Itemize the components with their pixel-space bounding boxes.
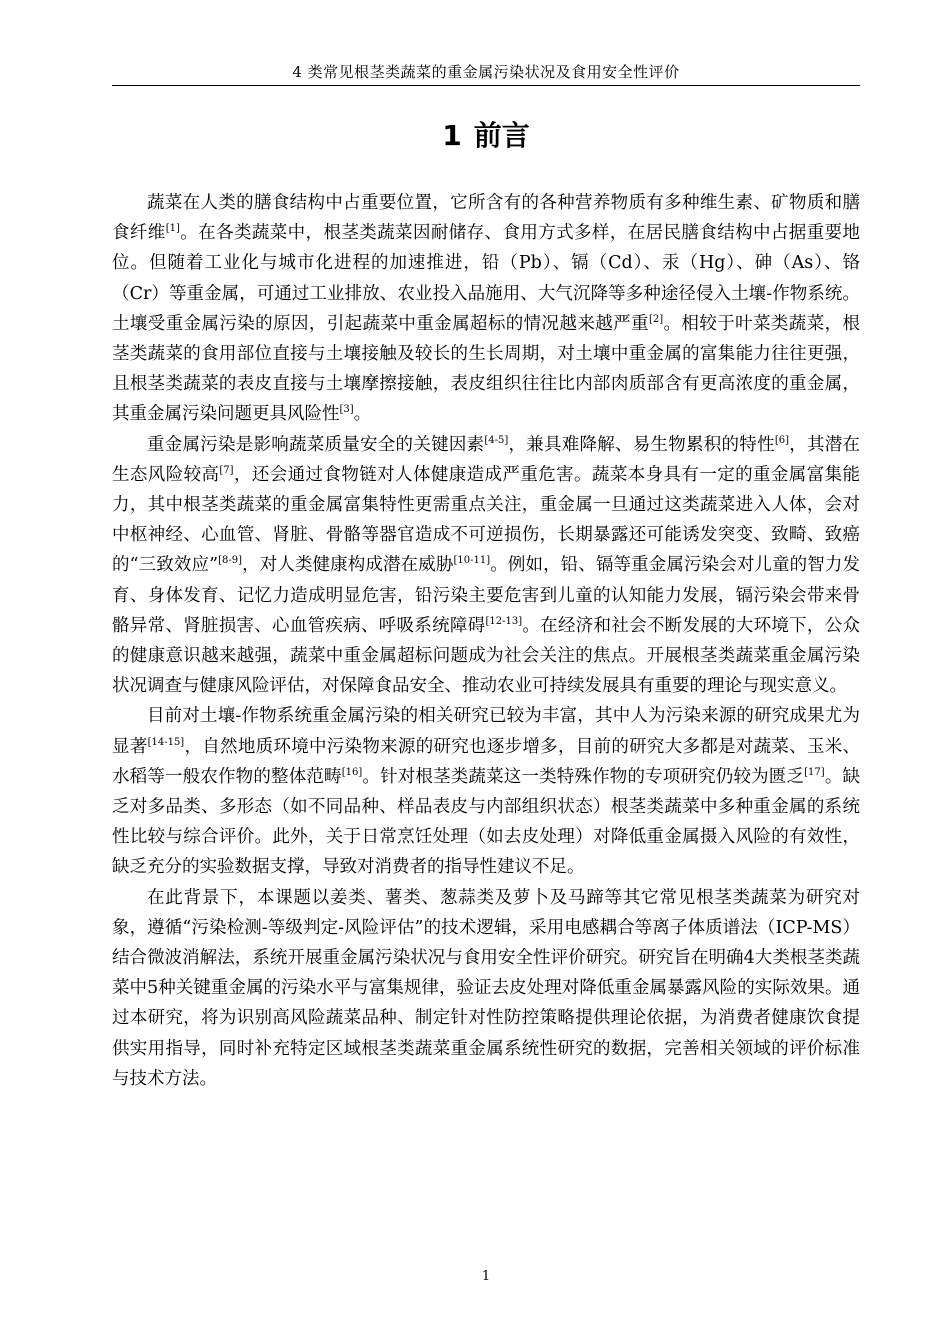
citation-superscript: [17] <box>804 766 825 778</box>
citation-superscript: [3] <box>339 404 354 416</box>
header-divider <box>112 85 860 86</box>
paragraph-text: ，自然地质环境中污染物来源的研究也逐步增多，目前的研究大多都是对蔬菜、玉米、水稻等一般农作物的整体范畴 <box>112 736 861 787</box>
citation-superscript: [16] <box>341 766 363 778</box>
citation-superscript: [14-15] <box>147 736 185 748</box>
paragraph-text: 。缺乏对多品类、多形态（如不同品种、样品表皮与内部组织状态）根茎类蔬菜中多种重金属的系统性比较与综合评价。此外，关于日常烹饪处理（如去皮处理）对降低重金属摄入风险的有效性，缺乏充分的实验数据支撑，导致对消费者的指导性建议不足。 <box>112 766 861 878</box>
paragraph-text: 。 <box>353 404 372 425</box>
paragraph-text: 。例如，铅、镉等重金属污染会对儿童的智力发育、身体发育、记忆力造成明显危害，铅污染主要危害到儿童的认知能力发展，镉污染会带来骨骼异常、肾脏损害、心血管疾病、呼吸系统障碍 <box>112 555 860 636</box>
citation-superscript: [8-9] <box>218 555 242 567</box>
paragraph-text: 。针对根茎类蔬菜这一类特殊作物的专项研究仍较为匮乏 <box>362 766 805 787</box>
paragraph-text: 蔬菜在人类的膳食结构中占重要位置，它所含有的各种营养物质有多种维生素、矿物质和膳食纤维 <box>112 193 860 244</box>
chapter-number: 1 <box>442 119 462 152</box>
paragraph <box>112 188 860 430</box>
paragraph-text: ，对人类健康构成潜在威胁 <box>241 555 454 576</box>
paragraph-text: 。相较于叶菜类蔬菜，根茎类蔬菜的食用部位直接与土壤接触及较长的生长周期，对土壤中重金属的富集能力往往更强，且根茎类蔬菜的表皮直接与土壤摩擦接触，表皮组织往往比内部肉质部含有更高浓度的重金属，其重金属污染问题更具风险性 <box>112 313 861 425</box>
paragraph <box>112 430 860 702</box>
paragraph-text: 在此背景下，本课题以姜类、薯类、葱蒜类及萝卜及马蹄等其它常见根茎类蔬菜为研究对象，遵循“污染检测-等级判定-风险评估”的技术逻辑，采用电感耦合等离子体质谱法（ICP-MS）结合微波消解法，系统开展重金属污染状况与食用安全性评价研究。研究旨在明确4大类根茎类蔬菜中5种关键重金属的污染水平与富集规律，验证去皮处理对降低重金属暴露风险的实际效果。通过本研究，将为识别高风险蔬菜品种、制定针对性防控策略提供理论依据，为消费者健康饮食提供实用指导，同时补充特定区域根茎类蔬菜重金属系统性研究的数据，完善相关领域的评价标准与技术方法。 <box>112 887 860 1089</box>
paragraph-text: 。在各类蔬菜中，根茎类蔬菜因耐储存、食用方式多样，在居民膳食结构中占据重要地位。但随着工业化与城市化进程的加速推进，铅（Pb）、镉（Cd）、汞（Hg）、砷（As）、铬（Cr）等重金属，可通过工业排放、农业投入品施用、大气沉降等多种途径侵入土壤-作物系统。土壤受重金属污染的原因，引起蔬菜中重金属超标的情况越来越严重 <box>112 223 861 334</box>
citation-superscript: [10-11] <box>453 555 491 567</box>
chapter-title <box>112 116 860 156</box>
paragraph <box>112 701 860 882</box>
page-number: 1 <box>481 1269 491 1284</box>
paragraph-text: ，还会通过食物链对人体健康造成严重危害。蔬菜本身具有一定的重金属富集能力，其中根茎类蔬菜的重金属富集特性更需重点关注，重金属一旦通过这类蔬菜进入人体，会对中枢神经、心血管、肾脏、骨骼等器官造成不可逆损伤，长期暴露还可能诱发突变、致畸、致癌的“三致效应” <box>112 464 860 576</box>
citation-superscript: [4-5] <box>484 434 509 446</box>
citation-superscript: [2] <box>648 313 664 325</box>
body-text <box>112 188 860 1094</box>
paragraph-text: 。在经济和社会不断发展的大环境下，公众的健康意识越来越强，蔬菜中重金属超标问题成为社会关注的焦点。开展根茎类蔬菜重金属污染状况调查与健康风险评估，对保障食品安全、推动农业可持续发展具有重要的理论与现实意义。 <box>112 615 861 697</box>
citation-superscript: [12-13] <box>485 615 523 627</box>
citation-superscript: [6] <box>774 434 789 446</box>
paragraph-text: ，兼具难降解、易生物累积的特性 <box>508 434 775 455</box>
chapter-title-text: 前言 <box>473 119 530 152</box>
running-header: 4 类常见根茎类蔬菜的重金属污染状况及食用安全性评价 <box>292 63 680 81</box>
citation-superscript: [1] <box>165 223 180 235</box>
paragraph-text: 目前对土壤-作物系统重金属污染的相关研究已较为丰富，其中人为污染来源的研究成果尤为显著 <box>112 706 860 757</box>
citation-superscript: [7] <box>219 464 234 476</box>
paragraph-text: 重金属污染是影响蔬菜质量安全的关键因素 <box>147 434 485 455</box>
paragraph <box>112 883 860 1094</box>
paragraph-text: ，其潜在生态风险较高 <box>112 434 861 485</box>
